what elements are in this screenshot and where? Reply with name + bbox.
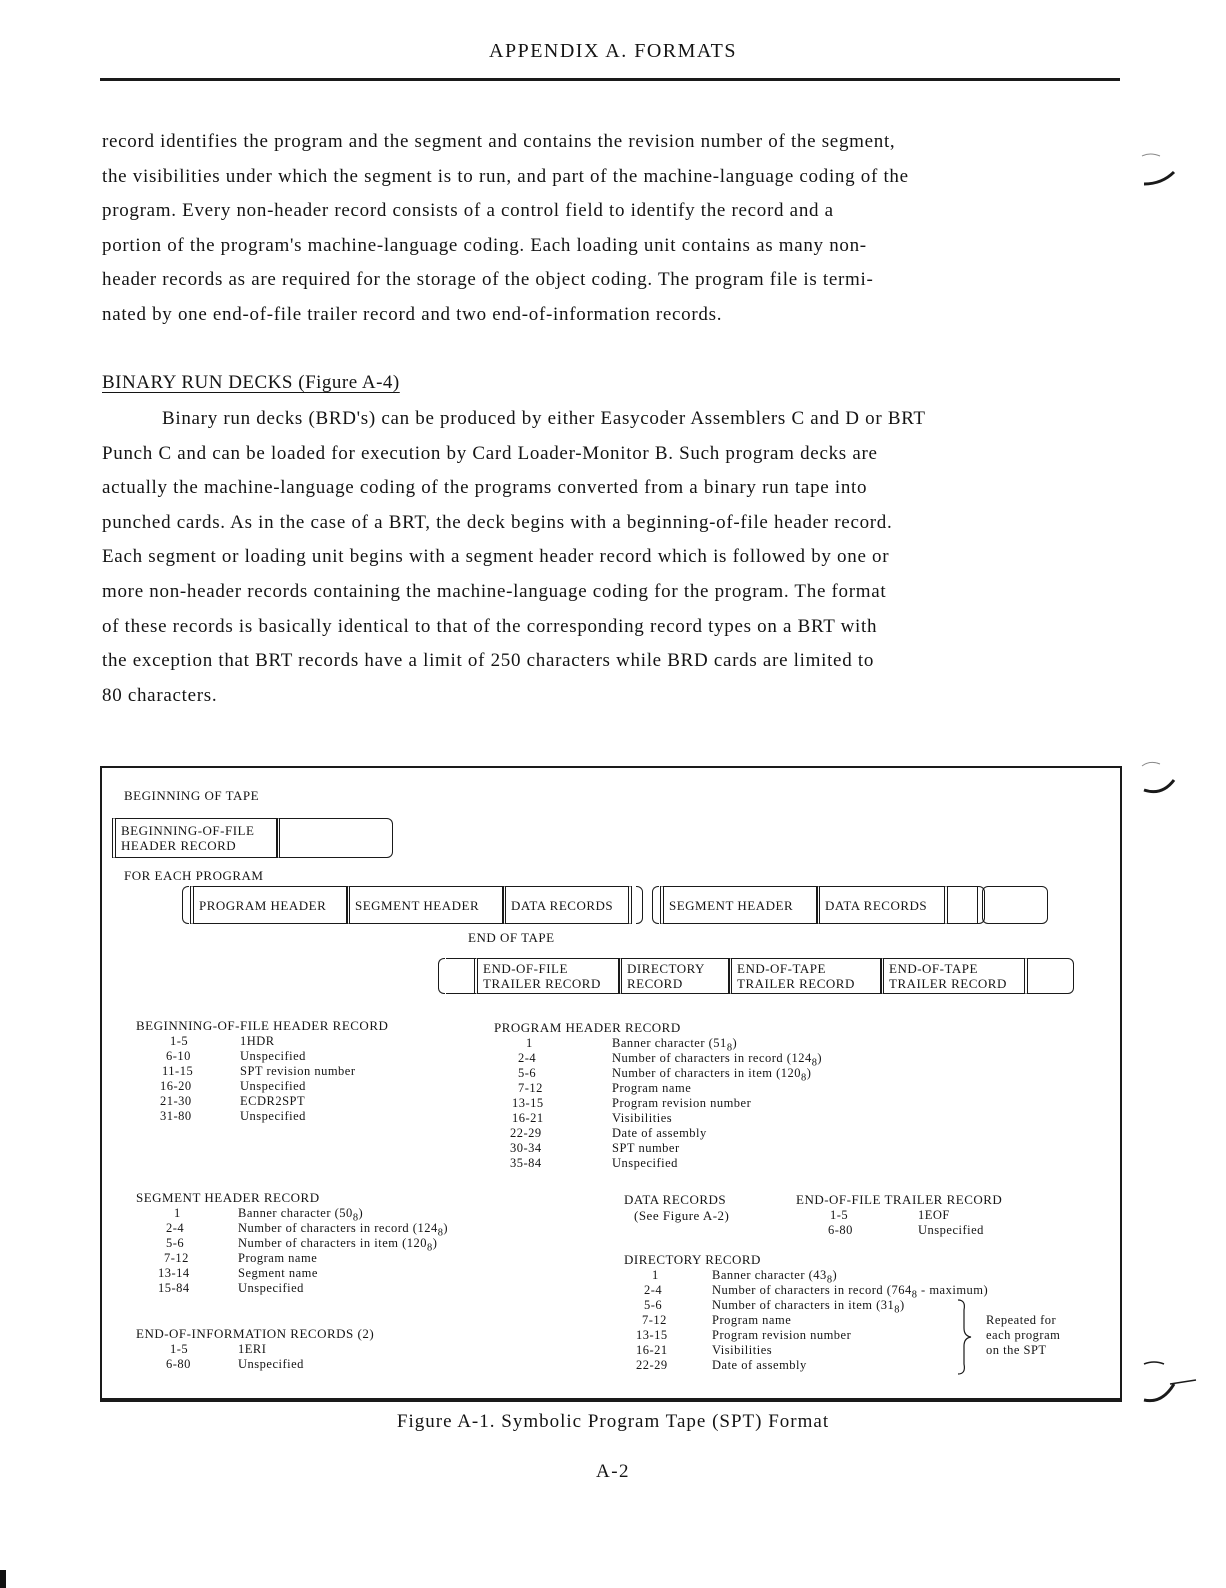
cell-label: DIRECTORY (627, 961, 705, 976)
paragraph-line: record identifies the program and the segment and contains the revision number of the segment, (102, 131, 896, 152)
eof-trailer-box (474, 958, 620, 994)
field-description: Number of characters in item $(120_8)$ (238, 1236, 438, 1254)
data-records-box (502, 886, 632, 924)
figure-spt-format (100, 766, 1122, 1402)
scan-mark-icon (1140, 1360, 1200, 1410)
repeated-note-line: each program (986, 1328, 1061, 1342)
tape-gap (652, 886, 659, 924)
field-description: Unspecified (240, 1049, 306, 1063)
tape-gap (636, 886, 643, 924)
tape-gap (386, 818, 393, 858)
field-description: Visibilities (712, 1343, 773, 1357)
field-range: 2-4 (166, 1221, 185, 1235)
field-description: SPT revision number (240, 1064, 356, 1078)
field-range: 13-14 (158, 1266, 190, 1280)
bof-trailing-box (276, 818, 386, 858)
paragraph-line: of these records is basically identical to that of the corresponding record types on a BRT with (102, 615, 878, 637)
field-range: 1-5 (830, 1208, 849, 1222)
paragraph-line: the exception that BRT records have a limit of 250 characters while BRD cards are limited to (102, 650, 875, 672)
field-description: Number of characters in record $(124_8)$ (238, 1221, 449, 1239)
field-range: 1 (174, 1206, 181, 1220)
section-title: BINARY RUN DECKS (Figure A-4) (102, 372, 400, 393)
field-range: 16-20 (160, 1079, 192, 1093)
eoi-records-title: END-OF-INFORMATION RECORDS (2) (136, 1326, 375, 1341)
field-range: 1-5 (170, 1034, 189, 1048)
field-range: 22-29 (636, 1358, 668, 1372)
field-description: Unspecified (238, 1357, 304, 1371)
paragraph-line: portion of the program's machine-language coding. Each loading unit contains as many non- (102, 234, 867, 256)
field-description: Program name (712, 1313, 792, 1327)
bof-box-line: BEGINNING-OF-FILE (121, 823, 255, 838)
bof-header-box (112, 818, 278, 858)
field-range: 13-15 (512, 1096, 544, 1110)
field-range: 7-12 (642, 1313, 667, 1327)
directory-record-title: DIRECTORY RECORD (624, 1252, 761, 1267)
program-header-box (190, 886, 348, 924)
bof-record-title: BEGINNING-OF-FILE HEADER RECORD (136, 1018, 389, 1033)
field-range: 35-84 (510, 1156, 542, 1170)
paragraph-line: 80 characters. (102, 684, 218, 706)
field-range: 2-4 (644, 1283, 663, 1297)
field-description: Program name (612, 1081, 692, 1095)
field-range: 7-12 (164, 1251, 189, 1265)
segment-header-box-2 (660, 886, 818, 924)
field-description: Date of assembly (612, 1126, 707, 1140)
field-range: 11-15 (162, 1064, 194, 1078)
tape-gap (182, 886, 189, 924)
paragraph-line: nated by one end-of-file trailer record and two end-of-information records. (102, 303, 723, 325)
field-range: 15-84 (158, 1281, 190, 1295)
data-records-note: (See Figure A-2) (634, 1208, 730, 1223)
field-range: 13-15 (636, 1328, 668, 1342)
paragraph-line: Each segment or loading unit begins with a segment header record which is followed by one or (102, 546, 890, 568)
field-description: Banner character $(43_8)$ (712, 1268, 838, 1286)
cell-label: TRAILER RECORD (483, 976, 601, 991)
page-header: APPENDIX A. FORMATS (489, 40, 737, 62)
cell-label: RECORD (627, 976, 683, 991)
field-range: 6-10 (166, 1049, 191, 1063)
repeated-note-line: on the SPT (986, 1343, 1047, 1357)
field-description: Program name (238, 1251, 318, 1265)
field-description: Unspecified (918, 1223, 984, 1237)
field-description: Number of characters in record $(124_8)$ (612, 1051, 823, 1069)
repeated-note-line: Repeated for (986, 1313, 1057, 1327)
field-description: 1ERI (238, 1342, 267, 1356)
segment-header-title: SEGMENT HEADER RECORD (136, 1190, 320, 1205)
field-description: Banner character $(50_8)$ (238, 1206, 364, 1224)
for-each-program-label: FOR EACH PROGRAM (124, 868, 264, 883)
field-range: 7-12 (518, 1081, 543, 1095)
paragraph-line: header records as are required for the storage of the object coding. The program file is termi- (102, 269, 874, 291)
paragraph-line: Binary run decks (BRD's) can be produced by either Easycoder Assemblers C and D or BRT (162, 408, 926, 429)
curly-brace-icon (954, 1298, 974, 1376)
paragraph-line: the visibilities under which the segment is to run, and part of the machine-language coding of the (102, 165, 909, 187)
field-range: 1 (526, 1036, 533, 1050)
cell-label: SEGMENT HEADER (355, 897, 480, 913)
cell-label: DATA RECORDS (825, 897, 928, 913)
field-description: Unspecified (240, 1079, 306, 1093)
field-range: 22-29 (510, 1126, 542, 1140)
trailing-box (1028, 958, 1074, 994)
field-range: 5-6 (644, 1298, 663, 1312)
cell-label: END-OF-FILE (483, 961, 568, 976)
field-range: 16-21 (512, 1111, 544, 1125)
bof-box-line: HEADER RECORD (121, 838, 237, 853)
paragraph-1 (102, 125, 1112, 333)
cell-label: TRAILER RECORD (737, 976, 855, 991)
eof-trailer-title: END-OF-FILE TRAILER RECORD (796, 1192, 1003, 1207)
field-description: Segment name (238, 1266, 318, 1280)
field-range: 1-5 (170, 1342, 189, 1356)
header-rule (100, 78, 1120, 81)
eot-trailer-box-2 (880, 958, 1028, 994)
field-range: 5-6 (166, 1236, 185, 1250)
cell-label: SEGMENT HEADER (669, 897, 794, 913)
segment-header-box (346, 886, 504, 924)
field-range: 21-30 (160, 1094, 192, 1108)
paragraph-line: more non-header records containing the machine-language coding for the program. The format (102, 580, 887, 602)
field-range: 30-34 (510, 1141, 542, 1155)
field-range: 5-6 (518, 1066, 537, 1080)
page-number: A-2 (595, 1461, 631, 1482)
paragraph-2 (102, 402, 1112, 713)
field-description: ECDR2SPT (240, 1094, 306, 1108)
paragraph-line: program. Every non-header record consists of a control field to identify the record and a (102, 200, 834, 222)
tape-gap (438, 958, 445, 994)
cell-label: PROGRAM HEADER (199, 897, 327, 913)
field-description: Visibilities (612, 1111, 673, 1125)
cell-label: DATA RECORDS (511, 897, 614, 913)
field-range: 31-80 (160, 1109, 192, 1123)
field-description: Date of assembly (712, 1358, 807, 1372)
field-description: Number of characters in record ($764_8$ - maximum) (712, 1283, 989, 1301)
leading-box (446, 958, 476, 994)
field-description: Program revision number (612, 1096, 752, 1110)
field-description: Unspecified (612, 1156, 678, 1170)
cell-label: END-OF-TAPE (737, 961, 826, 976)
field-description: Unspecified (240, 1109, 306, 1123)
field-description: 1EOF (918, 1208, 950, 1222)
data-records-title: DATA RECORDS (624, 1192, 727, 1207)
field-range: 1 (652, 1268, 659, 1282)
field-range: 2-4 (518, 1051, 537, 1065)
beginning-of-tape-label: BEGINNING OF TAPE (124, 788, 260, 803)
scan-mark-icon (1140, 760, 1190, 800)
field-description: SPT number (612, 1141, 680, 1155)
field-range: 16-21 (636, 1343, 668, 1357)
figure-caption: Figure A-1. Symbolic Program Tape (SPT) Format (396, 1411, 830, 1432)
program-header-title: PROGRAM HEADER RECORD (494, 1020, 681, 1035)
trailing-box (988, 886, 1048, 924)
eot-trailer-box (728, 958, 882, 994)
paragraph-line: Punch C and can be loaded for execution by Card Loader-Monitor B. Such program decks are (102, 442, 878, 464)
field-range: 6-80 (828, 1223, 853, 1237)
paragraph-line: actually the machine-language coding of the programs converted from a binary run tape into (102, 477, 868, 499)
paragraph-line: punched cards. As in the case of a BRT, the deck begins with a beginning-of-file header record. (102, 511, 893, 533)
cell-label: END-OF-TAPE (889, 961, 978, 976)
field-description: Program revision number (712, 1328, 852, 1342)
scan-mark-icon (1140, 150, 1190, 190)
cell-label: TRAILER RECORD (889, 976, 1007, 991)
field-description: 1HDR (240, 1034, 275, 1048)
field-description: Unspecified (238, 1281, 304, 1295)
scan-edge-mark (0, 1570, 6, 1588)
field-description: Banner character $(51_8)$ (612, 1036, 738, 1054)
trailing-box (948, 886, 978, 924)
field-description: Number of characters in item $(31_8)$ (712, 1298, 905, 1316)
data-records-box-2 (816, 886, 948, 924)
end-of-tape-label: END OF TAPE (468, 930, 555, 945)
directory-record-box (618, 958, 730, 994)
field-description: Number of characters in item $(120_8)$ (612, 1066, 812, 1084)
field-range: 6-80 (166, 1357, 191, 1371)
